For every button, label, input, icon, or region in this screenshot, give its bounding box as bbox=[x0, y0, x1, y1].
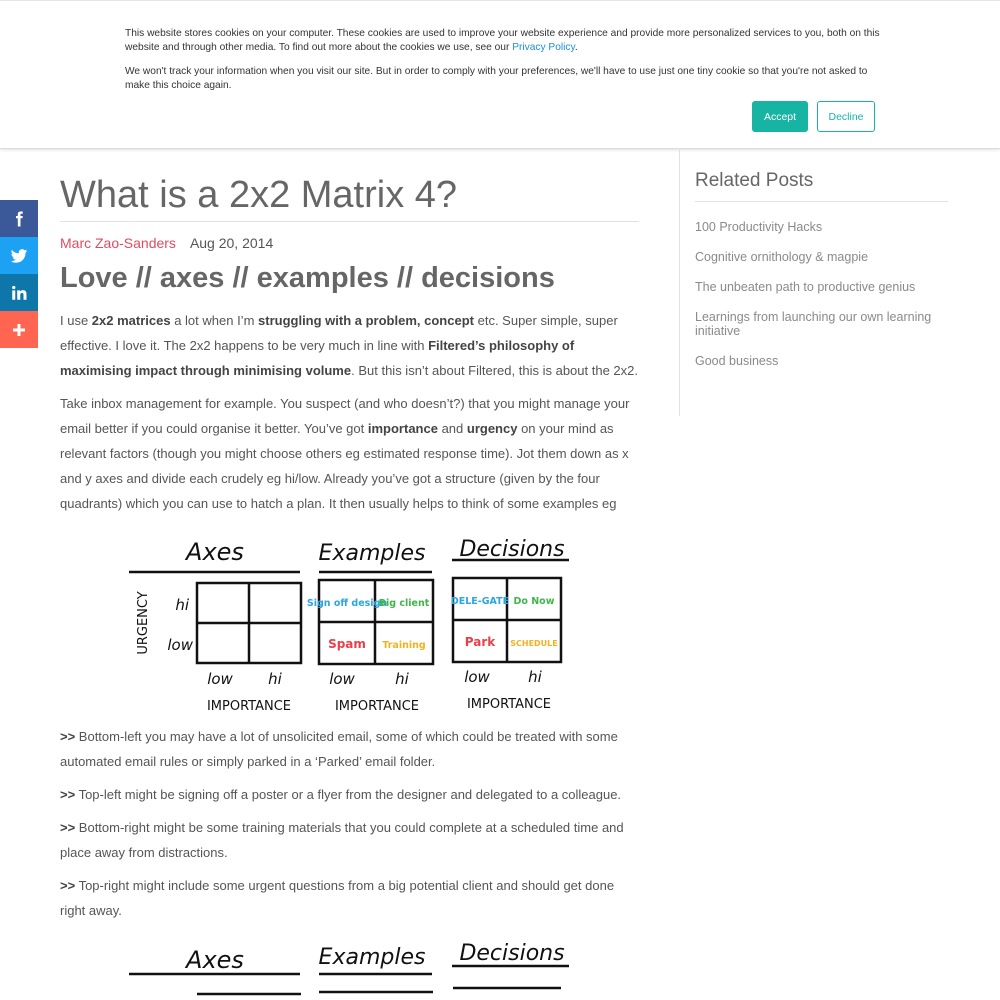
heading-examples: Examples bbox=[318, 541, 426, 566]
heading-axes-2: Axes bbox=[186, 946, 244, 974]
cookie-text: This website stores cookies on your computer. These cookies are used to improve your website experience and provide more personalized services to you, both on this website and through other media. To find out more about the cookies we use, see our Privacy Policy. bbox=[125, 28, 880, 53]
related-posts-divider bbox=[695, 201, 948, 202]
post-date: Aug 20, 2014 bbox=[189, 235, 274, 251]
post-title: What is a 2x2 Matrix 4? bbox=[60, 174, 458, 216]
author-link[interactable]: Marc Zao-Sanders bbox=[60, 235, 176, 251]
x-axis-label: IMPORTANCE bbox=[206, 699, 292, 714]
x-tick-low-2: low bbox=[329, 670, 355, 688]
cookie-banner bbox=[0, 0, 1000, 149]
facebook-icon bbox=[10, 210, 28, 228]
twitter-icon bbox=[10, 247, 28, 265]
post-meta bbox=[60, 235, 273, 251]
related-posts-title: Related Posts bbox=[695, 170, 814, 191]
y-axis-label: URGENCY bbox=[136, 591, 151, 655]
more-share-button[interactable] bbox=[0, 311, 38, 348]
decision-do-now: Do Now bbox=[513, 596, 555, 607]
related-post-link[interactable]: 100 Productivity Hacks bbox=[695, 220, 823, 234]
heading-examples-2: Examples bbox=[318, 945, 426, 970]
bullet-top-right: >> Top-right might include some urgent questions from a big potential client and should get done right away. bbox=[60, 878, 615, 918]
y-tick-low: low bbox=[167, 636, 193, 654]
paragraph-intro: I use 2x2 matrices a lot when I’m struggling with a problem, concept etc. Super simple, super effective. I love it. The 2x2 happens to be very much in line with Filtered’s philosophy of maximising impact through minimising volume. But this isn’t about Filtered, this is about the 2x2. bbox=[60, 313, 638, 378]
privacy-policy-link[interactable]: Privacy Policy bbox=[512, 42, 575, 53]
related-post-link[interactable]: Learnings from launching our own learning initiative bbox=[695, 310, 932, 338]
related-post-link[interactable]: The unbeaten path to productive genius bbox=[695, 280, 916, 294]
example-sign-off-design: Sign off design bbox=[306, 598, 388, 609]
bullet-bottom-left: >> Bottom-left you may have a lot of unsolicited email, some of which could be treated with some automated email rules or simply parked in a ‘Parked’ email folder. bbox=[60, 729, 618, 769]
x-axis-label-2: IMPORTANCE bbox=[334, 699, 420, 714]
facebook-share-button[interactable] bbox=[0, 200, 38, 237]
decision-park: Park bbox=[464, 635, 496, 649]
related-post-link[interactable]: Good business bbox=[695, 354, 779, 368]
matrix-diagram-repeat bbox=[127, 934, 575, 1000]
x-tick-low: low bbox=[207, 670, 233, 688]
decision-schedule: SCHEDULE bbox=[510, 639, 558, 648]
twitter-share-button[interactable] bbox=[0, 237, 38, 274]
sidebar-divider bbox=[679, 150, 680, 416]
x-axis-label-3: IMPORTANCE bbox=[466, 697, 552, 712]
x-tick-hi: hi bbox=[268, 670, 282, 688]
example-training: Training bbox=[382, 640, 426, 651]
plus-icon bbox=[10, 321, 28, 339]
example-spam: Spam bbox=[328, 637, 366, 651]
paragraph-inbox: Take inbox management for example. You suspect (and who doesn’t?) that you might manage your email better if you could organise it better. You’ve got importance and urgency on your mind as relevant factors (though you might choose others eg estimated response time). Jot them down as x and y axes and divide each crudely eg hi/low. Already you’ve got a structure (given by the four quadrants) which you can use to hatch a plan. It then usually helps to think of some examples eg bbox=[60, 396, 630, 511]
accept-button[interactable]: Accept bbox=[752, 101, 808, 132]
related-posts-list bbox=[695, 220, 955, 384]
decision-delegate: DELE-GATE bbox=[450, 596, 510, 607]
related-post-link[interactable]: Cognitive ornithology & magpie bbox=[695, 250, 869, 264]
y-tick-hi: hi bbox=[175, 596, 189, 614]
linkedin-share-button[interactable] bbox=[0, 274, 38, 311]
heading-axes: Axes bbox=[186, 538, 244, 566]
decline-button[interactable]: Decline bbox=[817, 101, 875, 132]
post-subtitle: Love // axes // examples // decisions bbox=[60, 262, 555, 294]
linkedin-icon bbox=[10, 284, 28, 302]
x-tick-low-3: low bbox=[464, 668, 490, 686]
example-big-client: Big client bbox=[378, 598, 430, 609]
x-tick-hi-2: hi bbox=[395, 670, 409, 688]
matrix-diagram bbox=[127, 528, 575, 718]
title-divider bbox=[60, 221, 639, 222]
cookie-text-secondary: We won't track your information when you visit our site. But in order to comply with your preferences, we'll have to use just one tiny cookie so that you're not asked to make this choice again. bbox=[125, 66, 868, 91]
bullet-bottom-right: >> Bottom-right might be some training materials that you could complete at a scheduled time and place away from distractions. bbox=[60, 820, 624, 860]
x-tick-hi-3: hi bbox=[528, 668, 542, 686]
heading-decisions-2: Decisions bbox=[459, 941, 565, 966]
bullet-top-left: >> Top-left might be signing off a poster or a flyer from the designer and delegated to a colleague. bbox=[60, 787, 622, 802]
heading-decisions: Decisions bbox=[459, 537, 565, 562]
